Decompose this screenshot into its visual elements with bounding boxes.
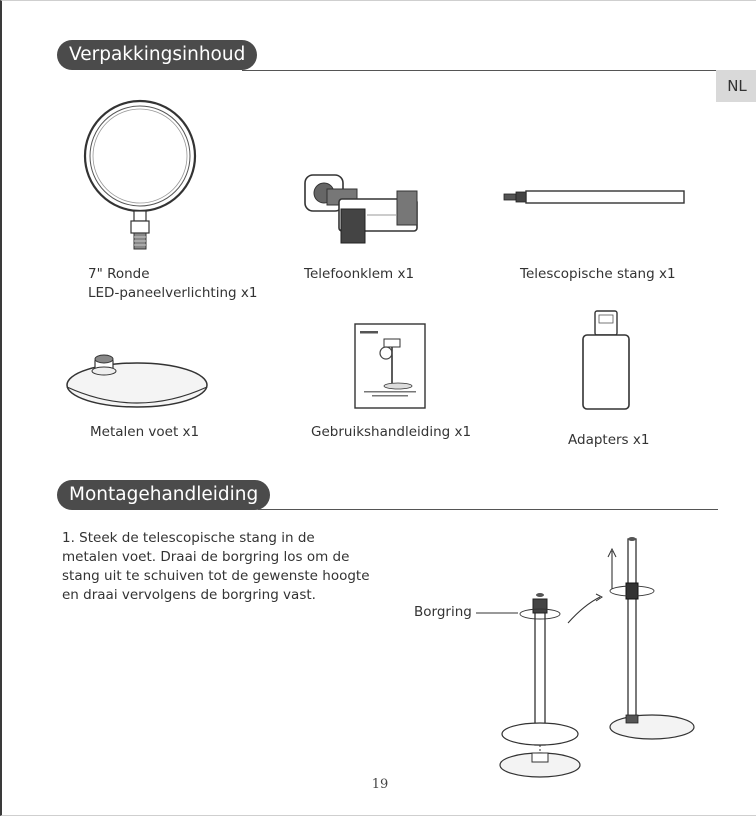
section-rule-assembly xyxy=(258,509,718,510)
page-number: 19 xyxy=(371,777,389,792)
language-tab: NL xyxy=(716,70,756,102)
adapter-illustration xyxy=(580,307,632,413)
step-1-line-2: metalen voet. Draai de borgring los om de xyxy=(62,549,350,565)
locking-ring-callout: Borgring xyxy=(414,604,472,620)
telescopic-rod-illustration xyxy=(502,187,692,207)
assembly-step-1 xyxy=(62,529,372,605)
ring-light-label-line1: 7" Ronde xyxy=(88,266,150,282)
section-rule-contents xyxy=(242,70,718,71)
metal-base-label: Metalen voet x1 xyxy=(90,424,200,440)
metal-base-illustration xyxy=(62,347,212,413)
step-1-line-3: stang uit te schuiven tot de gewenste hoogte xyxy=(62,568,370,584)
ring-light-label-line2: LED-paneelverlichting x1 xyxy=(88,285,258,301)
step-1-line-4: en draai vervolgens de borgring vast. xyxy=(62,587,316,603)
phone-clamp-label: Telefoonklem x1 xyxy=(304,266,415,282)
step-1-line-1: 1. Steek de telescopische stang in de xyxy=(62,530,315,546)
manual-illustration xyxy=(354,323,426,409)
phone-clamp-illustration xyxy=(297,169,422,249)
section-title-contents: Verpakkingsinhoud xyxy=(57,40,257,70)
adapters-label: Adapters x1 xyxy=(568,432,650,448)
manual-label: Gebruikshandleiding x1 xyxy=(311,424,472,440)
ring-light-illustration xyxy=(80,99,200,259)
telescopic-rod-label: Telescopische stang x1 xyxy=(520,266,676,282)
section-title-assembly: Montagehandleiding xyxy=(57,480,270,510)
assembly-illustration xyxy=(462,531,702,781)
